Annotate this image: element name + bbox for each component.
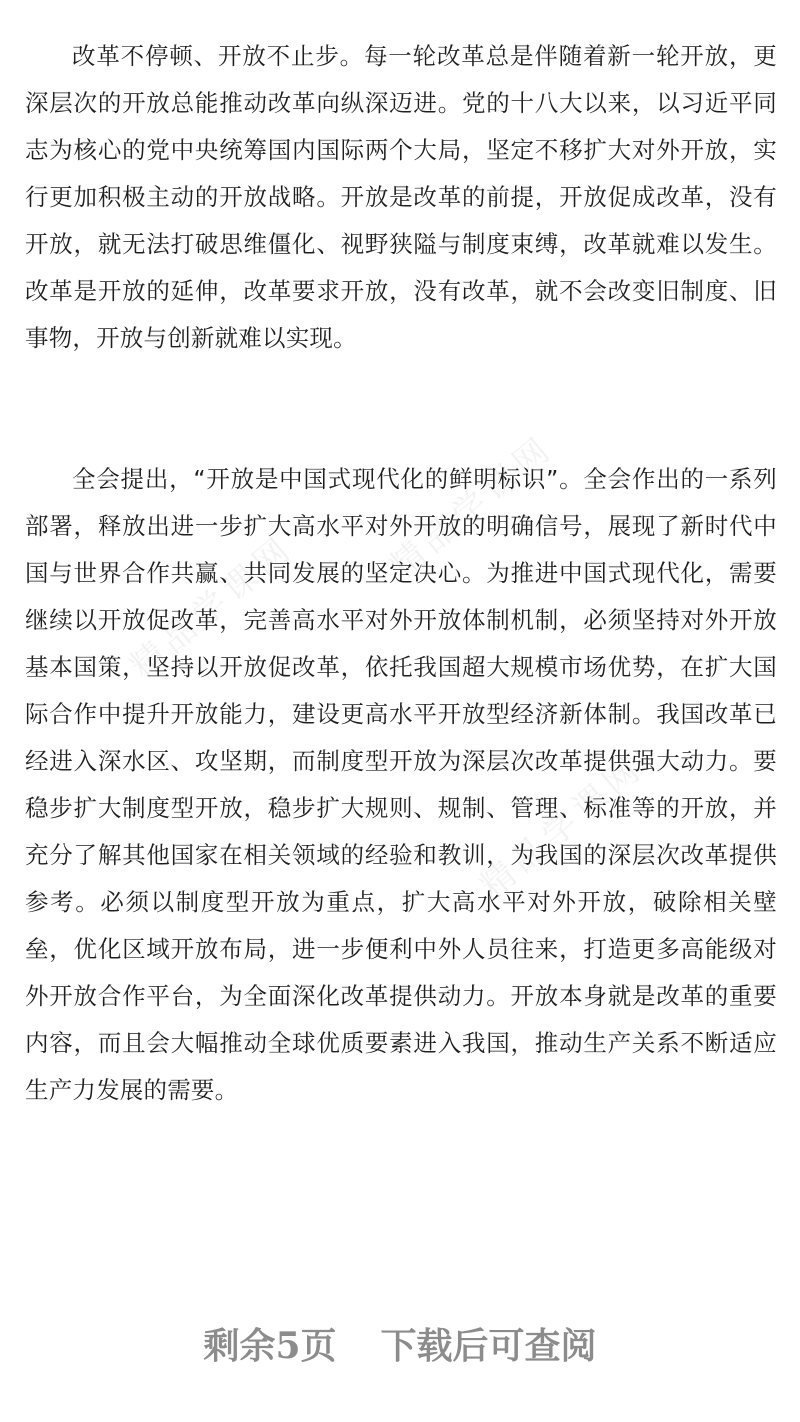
watermark-text: 精品学课网 (122, 527, 302, 687)
body-paragraph-2: 全会提出，“开放是中国式现代化的鲜明标识”。全会作出的一系列部署，释放出进一步扩大高水平对外开放的明确信号，展现了新时代中国与世界合作共赢、共同发展的坚定决心。为推进中国式现代化，需要继续以开放促改革，完善高水平对外开放体制机制，必须坚持对外开放基本国策，坚持以开放促改革，依托我国超大规模市场优势，在扩大国际合作中提升开放能力，建设更高水平开放型经济新体制。我国改革已经进入深水区、攻坚期，而制度型开放为深层次改革提供强大动力。要稳步扩大制度型开放，稳步扩大规则、规制、管理、标准等的开放，并充分了解其他国家在相关领域的经验和教训，为我国的深层次改革提供参考。必须以制度型开放为重点，扩大高水平对外开放，破除相关壁垒，优化区域开放布局，进一步便利中外人员往来，打造更多高能级对外开放合作平台，为全面深化改革提供动力。开放本身就是改革的重要内容，而且会大幅推动全球优质要素进入我国，推动生产关系不断适应生产力发展的需要。 (25, 465, 777, 1104)
download-hint-label[interactable]: 下载后可查阅 (380, 1325, 597, 1367)
watermark-text: 精品学课网 (382, 427, 562, 587)
download-prompt[interactable] (0, 1318, 800, 1369)
remaining-pages-label: 剩余5页 (203, 1325, 337, 1367)
watermark-text: 精品学课网 (472, 747, 652, 907)
body-paragraph-1: 改革不停顿、开放不止步。每一轮改革总是伴随着新一轮开放，更深层次的开放总能推动改革向纵深迈进。党的十八大以来，以习近平同志为核心的党中央统筹国内国际两个大局，坚定不移扩大对外开放，实行更加积极主动的开放战略。开放是改革的前提，开放促成改革，没有开放，就无法打破思维僵化、视野狭隘与制度束缚，改革就难以发生。改革是开放的延伸，改革要求开放，没有改革，就不会改变旧制度、旧事物，开放与创新就难以实现。 (25, 42, 777, 352)
